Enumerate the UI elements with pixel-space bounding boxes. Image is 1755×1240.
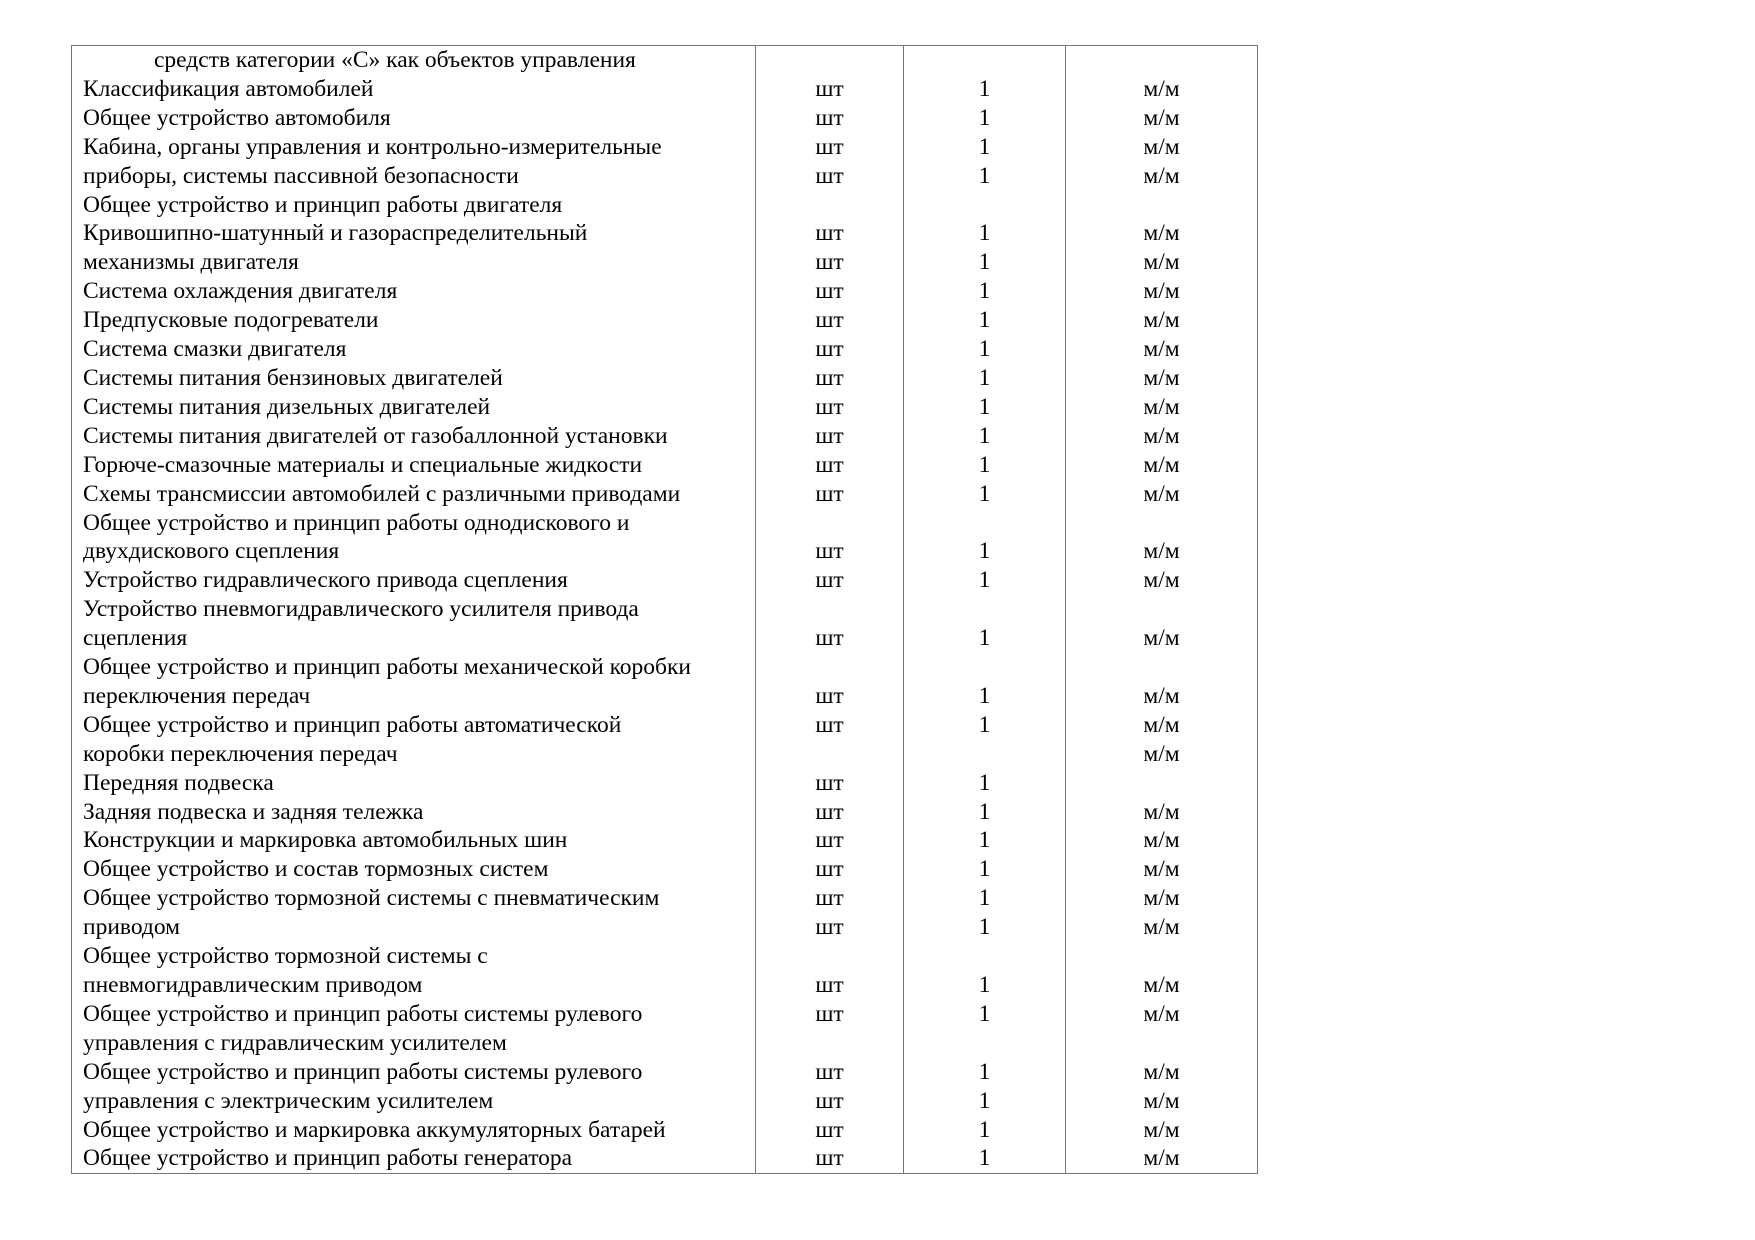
table-row	[72, 913, 1258, 942]
unit-cell: шт	[756, 682, 904, 711]
note-cell: м/м	[1066, 884, 1258, 913]
quantity-cell: 1	[904, 855, 1066, 884]
quantity-cell	[904, 942, 1066, 971]
table-row	[72, 422, 1258, 451]
unit-cell: шт	[756, 769, 904, 798]
table-row	[72, 248, 1258, 277]
note-cell: м/м	[1066, 393, 1258, 422]
unit-cell: шт	[756, 913, 904, 942]
note-cell: м/м	[1066, 913, 1258, 942]
item-name-cell: Системы питания бензиновых двигателей	[72, 364, 756, 393]
item-name-cell: Предпусковые подогреватели	[72, 306, 756, 335]
unit-cell	[756, 653, 904, 682]
quantity-cell: 1	[904, 711, 1066, 740]
item-name-cell: Общее устройство тормозной системы с	[72, 942, 756, 971]
item-name-cell: Конструкции и маркировка автомобильных шин	[72, 826, 756, 855]
unit-cell: шт	[756, 855, 904, 884]
note-cell: м/м	[1066, 133, 1258, 162]
quantity-cell: 1	[904, 884, 1066, 913]
note-cell: м/м	[1066, 566, 1258, 595]
unit-cell	[756, 740, 904, 769]
unit-cell: шт	[756, 104, 904, 133]
unit-cell: шт	[756, 971, 904, 1000]
note-cell	[1066, 769, 1258, 798]
quantity-cell: 1	[904, 133, 1066, 162]
item-name-cell: Задняя подвеска и задняя тележка	[72, 798, 756, 827]
note-cell: м/м	[1066, 1087, 1258, 1116]
quantity-cell: 1	[904, 1116, 1066, 1145]
item-name-cell: механизмы двигателя	[72, 248, 756, 277]
note-cell: м/м	[1066, 740, 1258, 769]
item-name-cell: управления с гидравлическим усилителем	[72, 1029, 756, 1058]
quantity-cell: 1	[904, 364, 1066, 393]
quantity-cell	[904, 46, 1066, 75]
item-name-cell: Устройство пневмогидравлического усилителя привода	[72, 595, 756, 624]
quantity-cell: 1	[904, 1087, 1066, 1116]
quantity-cell: 1	[904, 422, 1066, 451]
note-cell: м/м	[1066, 624, 1258, 653]
note-cell	[1066, 653, 1258, 682]
table-row	[72, 393, 1258, 422]
table-row	[72, 624, 1258, 653]
table-row	[72, 855, 1258, 884]
quantity-cell: 1	[904, 393, 1066, 422]
item-name-cell: Общее устройство тормозной системы с пневматическим	[72, 884, 756, 913]
item-name-cell: пневмогидравлическим приводом	[72, 971, 756, 1000]
quantity-cell: 1	[904, 306, 1066, 335]
item-name-cell: Общее устройство и принцип работы системы рулевого	[72, 1058, 756, 1087]
table-row	[72, 740, 1258, 769]
item-name-cell: Общее устройство и принцип работы генератора	[72, 1144, 756, 1173]
unit-cell: шт	[756, 219, 904, 248]
table-row	[72, 1087, 1258, 1116]
note-cell: м/м	[1066, 162, 1258, 191]
table-row	[72, 219, 1258, 248]
note-cell: м/м	[1066, 248, 1258, 277]
item-name-cell: Общее устройство и принцип работы двигателя	[72, 191, 756, 220]
item-name-cell: Общее устройство и принцип работы однодискового и	[72, 509, 756, 538]
note-cell: м/м	[1066, 75, 1258, 104]
item-name-cell: двухдискового сцепления	[72, 537, 756, 566]
table-row	[72, 75, 1258, 104]
table-row	[72, 509, 1258, 538]
item-name-cell: Кабина, органы управления и контрольно-измерительные	[72, 133, 756, 162]
note-cell: м/м	[1066, 277, 1258, 306]
table-row	[72, 826, 1258, 855]
note-cell: м/м	[1066, 480, 1258, 509]
quantity-cell: 1	[904, 537, 1066, 566]
table-row	[72, 682, 1258, 711]
unit-cell	[756, 1029, 904, 1058]
unit-cell: шт	[756, 162, 904, 191]
unit-cell: шт	[756, 884, 904, 913]
table-row	[72, 1058, 1258, 1087]
unit-cell: шт	[756, 1087, 904, 1116]
quantity-cell: 1	[904, 451, 1066, 480]
item-name-cell: Система охлаждения двигателя	[72, 277, 756, 306]
unit-cell	[756, 191, 904, 220]
note-cell: м/м	[1066, 104, 1258, 133]
equipment-table	[71, 45, 1258, 1174]
note-cell: м/м	[1066, 364, 1258, 393]
item-name-cell: Общее устройство и принцип работы механической коробки	[72, 653, 756, 682]
unit-cell: шт	[756, 393, 904, 422]
unit-cell: шт	[756, 451, 904, 480]
item-name-cell: Общее устройство и принцип работы автоматической	[72, 711, 756, 740]
item-name-cell: Горюче-смазочные материалы и специальные жидкости	[72, 451, 756, 480]
quantity-cell	[904, 653, 1066, 682]
unit-cell	[756, 942, 904, 971]
item-name-cell: приводом	[72, 913, 756, 942]
unit-cell: шт	[756, 277, 904, 306]
quantity-cell: 1	[904, 277, 1066, 306]
unit-cell: шт	[756, 566, 904, 595]
note-cell: м/м	[1066, 798, 1258, 827]
table-row	[72, 104, 1258, 133]
unit-cell: шт	[756, 75, 904, 104]
table-row	[72, 942, 1258, 971]
table-row	[72, 46, 1258, 75]
note-cell: м/м	[1066, 306, 1258, 335]
note-cell: м/м	[1066, 335, 1258, 364]
item-name-cell: Общее устройство и состав тормозных систем	[72, 855, 756, 884]
item-name-cell: сцепления	[72, 624, 756, 653]
unit-cell: шт	[756, 364, 904, 393]
unit-cell	[756, 509, 904, 538]
quantity-cell: 1	[904, 162, 1066, 191]
table-row	[72, 133, 1258, 162]
unit-cell	[756, 46, 904, 75]
quantity-cell: 1	[904, 566, 1066, 595]
note-cell	[1066, 942, 1258, 971]
item-name-cell: Системы питания двигателей от газобаллонной установки	[72, 422, 756, 451]
table-row	[72, 335, 1258, 364]
item-name-cell: Системы питания дизельных двигателей	[72, 393, 756, 422]
unit-cell: шт	[756, 480, 904, 509]
item-name-cell: Схемы трансмиссии автомобилей с различными приводами	[72, 480, 756, 509]
table-row	[72, 798, 1258, 827]
table-row	[72, 1116, 1258, 1145]
table-row	[72, 277, 1258, 306]
table-row	[72, 595, 1258, 624]
unit-cell: шт	[756, 798, 904, 827]
item-name-cell: управления с электрическим усилителем	[72, 1087, 756, 1116]
table-row	[72, 884, 1258, 913]
quantity-cell	[904, 740, 1066, 769]
item-name-cell: Устройство гидравлического привода сцепления	[72, 566, 756, 595]
note-cell: м/м	[1066, 855, 1258, 884]
quantity-cell: 1	[904, 480, 1066, 509]
unit-cell: шт	[756, 624, 904, 653]
item-name-cell: Классификация автомобилей	[72, 75, 756, 104]
note-cell	[1066, 191, 1258, 220]
note-cell	[1066, 46, 1258, 75]
unit-cell: шт	[756, 711, 904, 740]
item-name-cell: Общее устройство и маркировка аккумуляторных батарей	[72, 1116, 756, 1145]
unit-cell: шт	[756, 248, 904, 277]
table-row	[72, 769, 1258, 798]
unit-cell	[756, 595, 904, 624]
quantity-cell: 1	[904, 219, 1066, 248]
quantity-cell: 1	[904, 769, 1066, 798]
item-name-cell: приборы, системы пассивной безопасности	[72, 162, 756, 191]
note-cell: м/м	[1066, 219, 1258, 248]
quantity-cell: 1	[904, 75, 1066, 104]
table-row	[72, 971, 1258, 1000]
note-cell: м/м	[1066, 1058, 1258, 1087]
note-cell: м/м	[1066, 1000, 1258, 1029]
note-cell: м/м	[1066, 971, 1258, 1000]
item-name-cell: коробки переключения передач	[72, 740, 756, 769]
quantity-cell: 1	[904, 826, 1066, 855]
unit-cell: шт	[756, 826, 904, 855]
note-cell	[1066, 595, 1258, 624]
quantity-cell: 1	[904, 335, 1066, 364]
note-cell: м/м	[1066, 451, 1258, 480]
item-name-cell: Общее устройство и принцип работы системы рулевого	[72, 1000, 756, 1029]
table-body	[72, 46, 1258, 1174]
table-row	[72, 653, 1258, 682]
quantity-cell: 1	[904, 971, 1066, 1000]
table-row	[72, 1144, 1258, 1173]
unit-cell: шт	[756, 1116, 904, 1145]
quantity-cell: 1	[904, 913, 1066, 942]
item-name-cell: Кривошипно-шатунный и газораспределительный	[72, 219, 756, 248]
quantity-cell	[904, 191, 1066, 220]
unit-cell: шт	[756, 1144, 904, 1173]
unit-cell: шт	[756, 306, 904, 335]
quantity-cell: 1	[904, 1000, 1066, 1029]
note-cell: м/м	[1066, 682, 1258, 711]
table-row	[72, 364, 1258, 393]
quantity-cell: 1	[904, 682, 1066, 711]
note-cell: м/м	[1066, 1144, 1258, 1173]
quantity-cell: 1	[904, 248, 1066, 277]
quantity-cell: 1	[904, 1144, 1066, 1173]
quantity-cell: 1	[904, 624, 1066, 653]
note-cell: м/м	[1066, 1116, 1258, 1145]
note-cell	[1066, 1029, 1258, 1058]
item-name-cell: Система смазки двигателя	[72, 335, 756, 364]
quantity-cell	[904, 1029, 1066, 1058]
table-row	[72, 306, 1258, 335]
table-row	[72, 480, 1258, 509]
note-cell: м/м	[1066, 826, 1258, 855]
unit-cell: шт	[756, 133, 904, 162]
table-row	[72, 162, 1258, 191]
unit-cell: шт	[756, 537, 904, 566]
note-cell	[1066, 509, 1258, 538]
quantity-cell	[904, 595, 1066, 624]
quantity-cell: 1	[904, 1058, 1066, 1087]
item-name-cell: средств категории «С» как объектов управления	[72, 46, 756, 75]
unit-cell: шт	[756, 422, 904, 451]
table-row	[72, 451, 1258, 480]
table-row	[72, 1029, 1258, 1058]
unit-cell: шт	[756, 335, 904, 364]
table-row	[72, 566, 1258, 595]
table-row	[72, 711, 1258, 740]
unit-cell: шт	[756, 1058, 904, 1087]
note-cell: м/м	[1066, 711, 1258, 740]
table-row	[72, 537, 1258, 566]
quantity-cell: 1	[904, 104, 1066, 133]
unit-cell: шт	[756, 1000, 904, 1029]
table-row	[72, 191, 1258, 220]
note-cell: м/м	[1066, 422, 1258, 451]
table-row	[72, 1000, 1258, 1029]
quantity-cell: 1	[904, 798, 1066, 827]
item-name-cell: Общее устройство автомобиля	[72, 104, 756, 133]
note-cell: м/м	[1066, 537, 1258, 566]
item-name-cell: Передняя подвеска	[72, 769, 756, 798]
item-name-cell: переключения передач	[72, 682, 756, 711]
quantity-cell	[904, 509, 1066, 538]
